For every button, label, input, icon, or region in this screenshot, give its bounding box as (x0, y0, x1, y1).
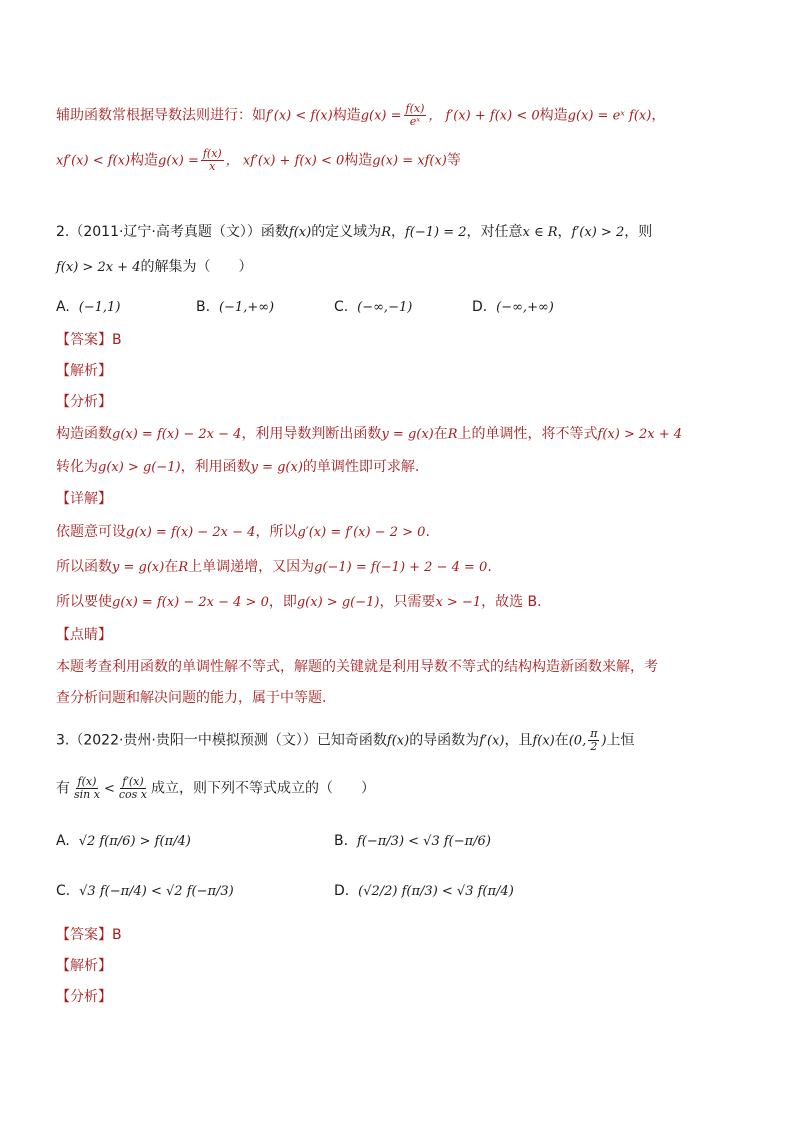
q2-dianjing-heading: 【点睛】 (56, 627, 112, 643)
fraction: $\frac{f(x)}{\text{eˣ}}$ (405, 102, 425, 128)
text: ，则 (624, 224, 653, 240)
q3-option-d[interactable] (334, 880, 514, 903)
formula: g(x) > g(−1) (98, 460, 181, 475)
formula: ) (601, 733, 607, 749)
text: 构造 (344, 152, 373, 169)
text: ，对任意 (466, 224, 523, 240)
text: ， (651, 107, 666, 124)
text: ，只需要 (379, 594, 436, 610)
text: ， (557, 224, 572, 240)
formula: R (178, 560, 189, 575)
text: ， (390, 224, 405, 240)
q2-answer (56, 329, 122, 351)
q3-stem-line-2 (56, 776, 375, 801)
option-label: D. (472, 299, 488, 315)
formula: g(x) > g(−1) (296, 595, 380, 610)
formula: f′(x) (479, 733, 505, 749)
text: 在 (164, 559, 179, 575)
text: . (425, 524, 430, 540)
formula: R (447, 427, 458, 442)
text: 有 (56, 780, 70, 797)
option-value: (−1,1) (78, 300, 121, 315)
formula: g(−1) = f(−1) + 2 − 4 = 0 (314, 560, 488, 575)
q3-option-a[interactable] (56, 830, 191, 853)
text: 构造 (332, 107, 361, 124)
text: 在 (433, 426, 448, 442)
text: ，利用函数 (180, 459, 251, 475)
text: . (487, 559, 492, 575)
q2-fenxi-heading: 【分析】 (56, 394, 112, 410)
formula: f(x) (288, 225, 312, 240)
answer-label: 【答案】 (56, 332, 112, 348)
formula: g(x) = xf(x) (372, 153, 447, 169)
text: 的定义域为 (311, 224, 382, 240)
q2-stem-line-1 (56, 221, 652, 244)
option-value: f(−π/3) < √3 f(−π/6) (356, 834, 491, 849)
formula: R (381, 225, 391, 240)
formula: ， f′(x) + f(x) < 0 (428, 108, 540, 124)
option-value: √3 f(−π/4) < √2 f(−π/3) (79, 884, 234, 899)
text: ，故选 B. (481, 594, 542, 610)
option-value: (−∞,+∞) (496, 300, 554, 315)
q3-option-b[interactable] (334, 830, 491, 853)
q2-option-b[interactable] (196, 296, 274, 319)
formula: f(x) (532, 733, 555, 749)
q2-fenxi-line-2 (56, 456, 419, 479)
formula: f(x) (386, 733, 410, 749)
text: ，所以 (255, 524, 298, 540)
answer-value: B (112, 927, 122, 943)
text: 上单调递增，又因为 (188, 559, 315, 575)
option-label: B. (334, 833, 349, 849)
text: ，即 (268, 594, 297, 610)
q3-option-c[interactable] (56, 880, 234, 903)
formula: f(x) > 2x + 4 (56, 260, 141, 275)
text: ，利用导数判断出函数 (241, 426, 382, 442)
option-label: C. (56, 883, 71, 899)
text: 转化为 (56, 459, 98, 475)
text: 3.（2022·贵州·贵阳一中模拟预测（文））已知奇函数 (56, 732, 387, 749)
q2-jiexi-heading: 【解析】 (56, 363, 112, 379)
formula: g(x) = (158, 153, 199, 169)
formula: (0, (568, 733, 587, 749)
option-label: A. (56, 299, 70, 315)
formula: ， xf′(x) + f(x) < 0 (225, 153, 345, 169)
fraction: $\frac{f'(x)}{\text{cos x}}$ (118, 775, 147, 801)
q3-answer (56, 924, 122, 946)
fraction: $\frac{f(x)}{\text{sin x}}$ (74, 775, 100, 801)
text: 构造 (130, 152, 159, 169)
q2-option-a[interactable] (56, 296, 120, 319)
q3-stem-line-1 (56, 728, 635, 753)
text: 成立，则下列不等式成立的（ ） (151, 780, 375, 797)
formula: y = g(x) (112, 560, 165, 575)
q2-dianjing-line-1: 本题考查利用函数的单调性解不等式，解题的关键就是利用导数不等式的结构构造新函数来解，考 (56, 659, 658, 675)
text: ，且 (504, 732, 533, 749)
formula: g(x) = eˣ f(x) (567, 108, 652, 124)
answer-label: 【答案】 (56, 927, 112, 943)
formula: f′(x) > 2 (571, 225, 625, 240)
q2-option-c[interactable] (334, 296, 412, 319)
fraction: $\frac{f(x)}{x}$ (202, 147, 222, 173)
q2-fenxi-line-1 (56, 423, 682, 446)
text: 上恒 (606, 732, 635, 749)
option-label: A. (56, 833, 70, 849)
q2-option-d[interactable] (472, 296, 554, 319)
formula: f(x) > 2x + 4 (597, 427, 683, 442)
answer-value: B (112, 332, 122, 348)
formula: y = g(x) (381, 427, 434, 442)
formula: g(x) = f(x) − 2x − 4 (126, 525, 256, 540)
q2-xiangjie-heading: 【详解】 (56, 491, 112, 507)
option-label: B. (196, 299, 211, 315)
q2-dianjing-line-2: 查分析问题和解决问题的能力，属于中等题. (56, 690, 327, 706)
formula: g(x) = (360, 108, 402, 124)
text: 上的单调性，将不等式 (457, 426, 598, 442)
option-label: C. (334, 299, 349, 315)
formula: f(−1) = 2 (404, 225, 467, 240)
option-value: √2 f(π/6) > f(π/4) (78, 834, 191, 849)
option-value: (√2/2) f(π/3) < √3 f(π/4) (358, 884, 514, 899)
formula: g′(x) = f′(x) − 2 > 0 (297, 525, 426, 540)
option-value: (−∞,−1) (357, 300, 413, 315)
formula: g(x) = f(x) − 2x − 4 > 0 (112, 595, 269, 610)
text: 构造 (539, 107, 568, 124)
hint-line-1 (56, 103, 665, 128)
text: 在 (554, 732, 569, 749)
option-value: (−1,+∞) (218, 300, 275, 315)
text: 构造函数 (56, 426, 112, 442)
formula: y = g(x) (250, 460, 303, 475)
text: 2.（2011·辽宁·高考真题（文））函数 (56, 224, 289, 240)
formula: xf′(x) < f(x) (56, 153, 131, 169)
formula: x > −1 (435, 595, 482, 610)
q2-xiangjie-line-3 (56, 591, 542, 614)
q2-xiangjie-line-1 (56, 521, 430, 544)
q3-fenxi-heading: 【分析】 (56, 989, 112, 1005)
q2-xiangjie-line-2 (56, 556, 492, 579)
q3-jiexi-heading: 【解析】 (56, 958, 112, 974)
text: 所以要使 (56, 594, 112, 610)
text: 的导函数为 (409, 732, 480, 749)
q2-stem-line-2 (56, 256, 252, 279)
text: 等 (446, 152, 461, 169)
formula: < (103, 781, 115, 797)
text: 的单调性即可求解. (302, 459, 420, 475)
fraction: $\frac{\pi}{2}$ (590, 727, 598, 753)
hint-line-2 (56, 148, 461, 173)
text: 的解集为（ ） (140, 259, 253, 275)
text: 辅助函数常根据导数法则进行：如 (56, 107, 266, 124)
option-label: D. (334, 883, 350, 899)
text: 依题意可设 (56, 524, 126, 540)
formula: f′(x) < f(x) (266, 108, 333, 124)
text: 所以函数 (56, 559, 112, 575)
formula: g(x) = f(x) − 2x − 4 (112, 427, 242, 442)
formula: x ∈ R (522, 225, 558, 240)
